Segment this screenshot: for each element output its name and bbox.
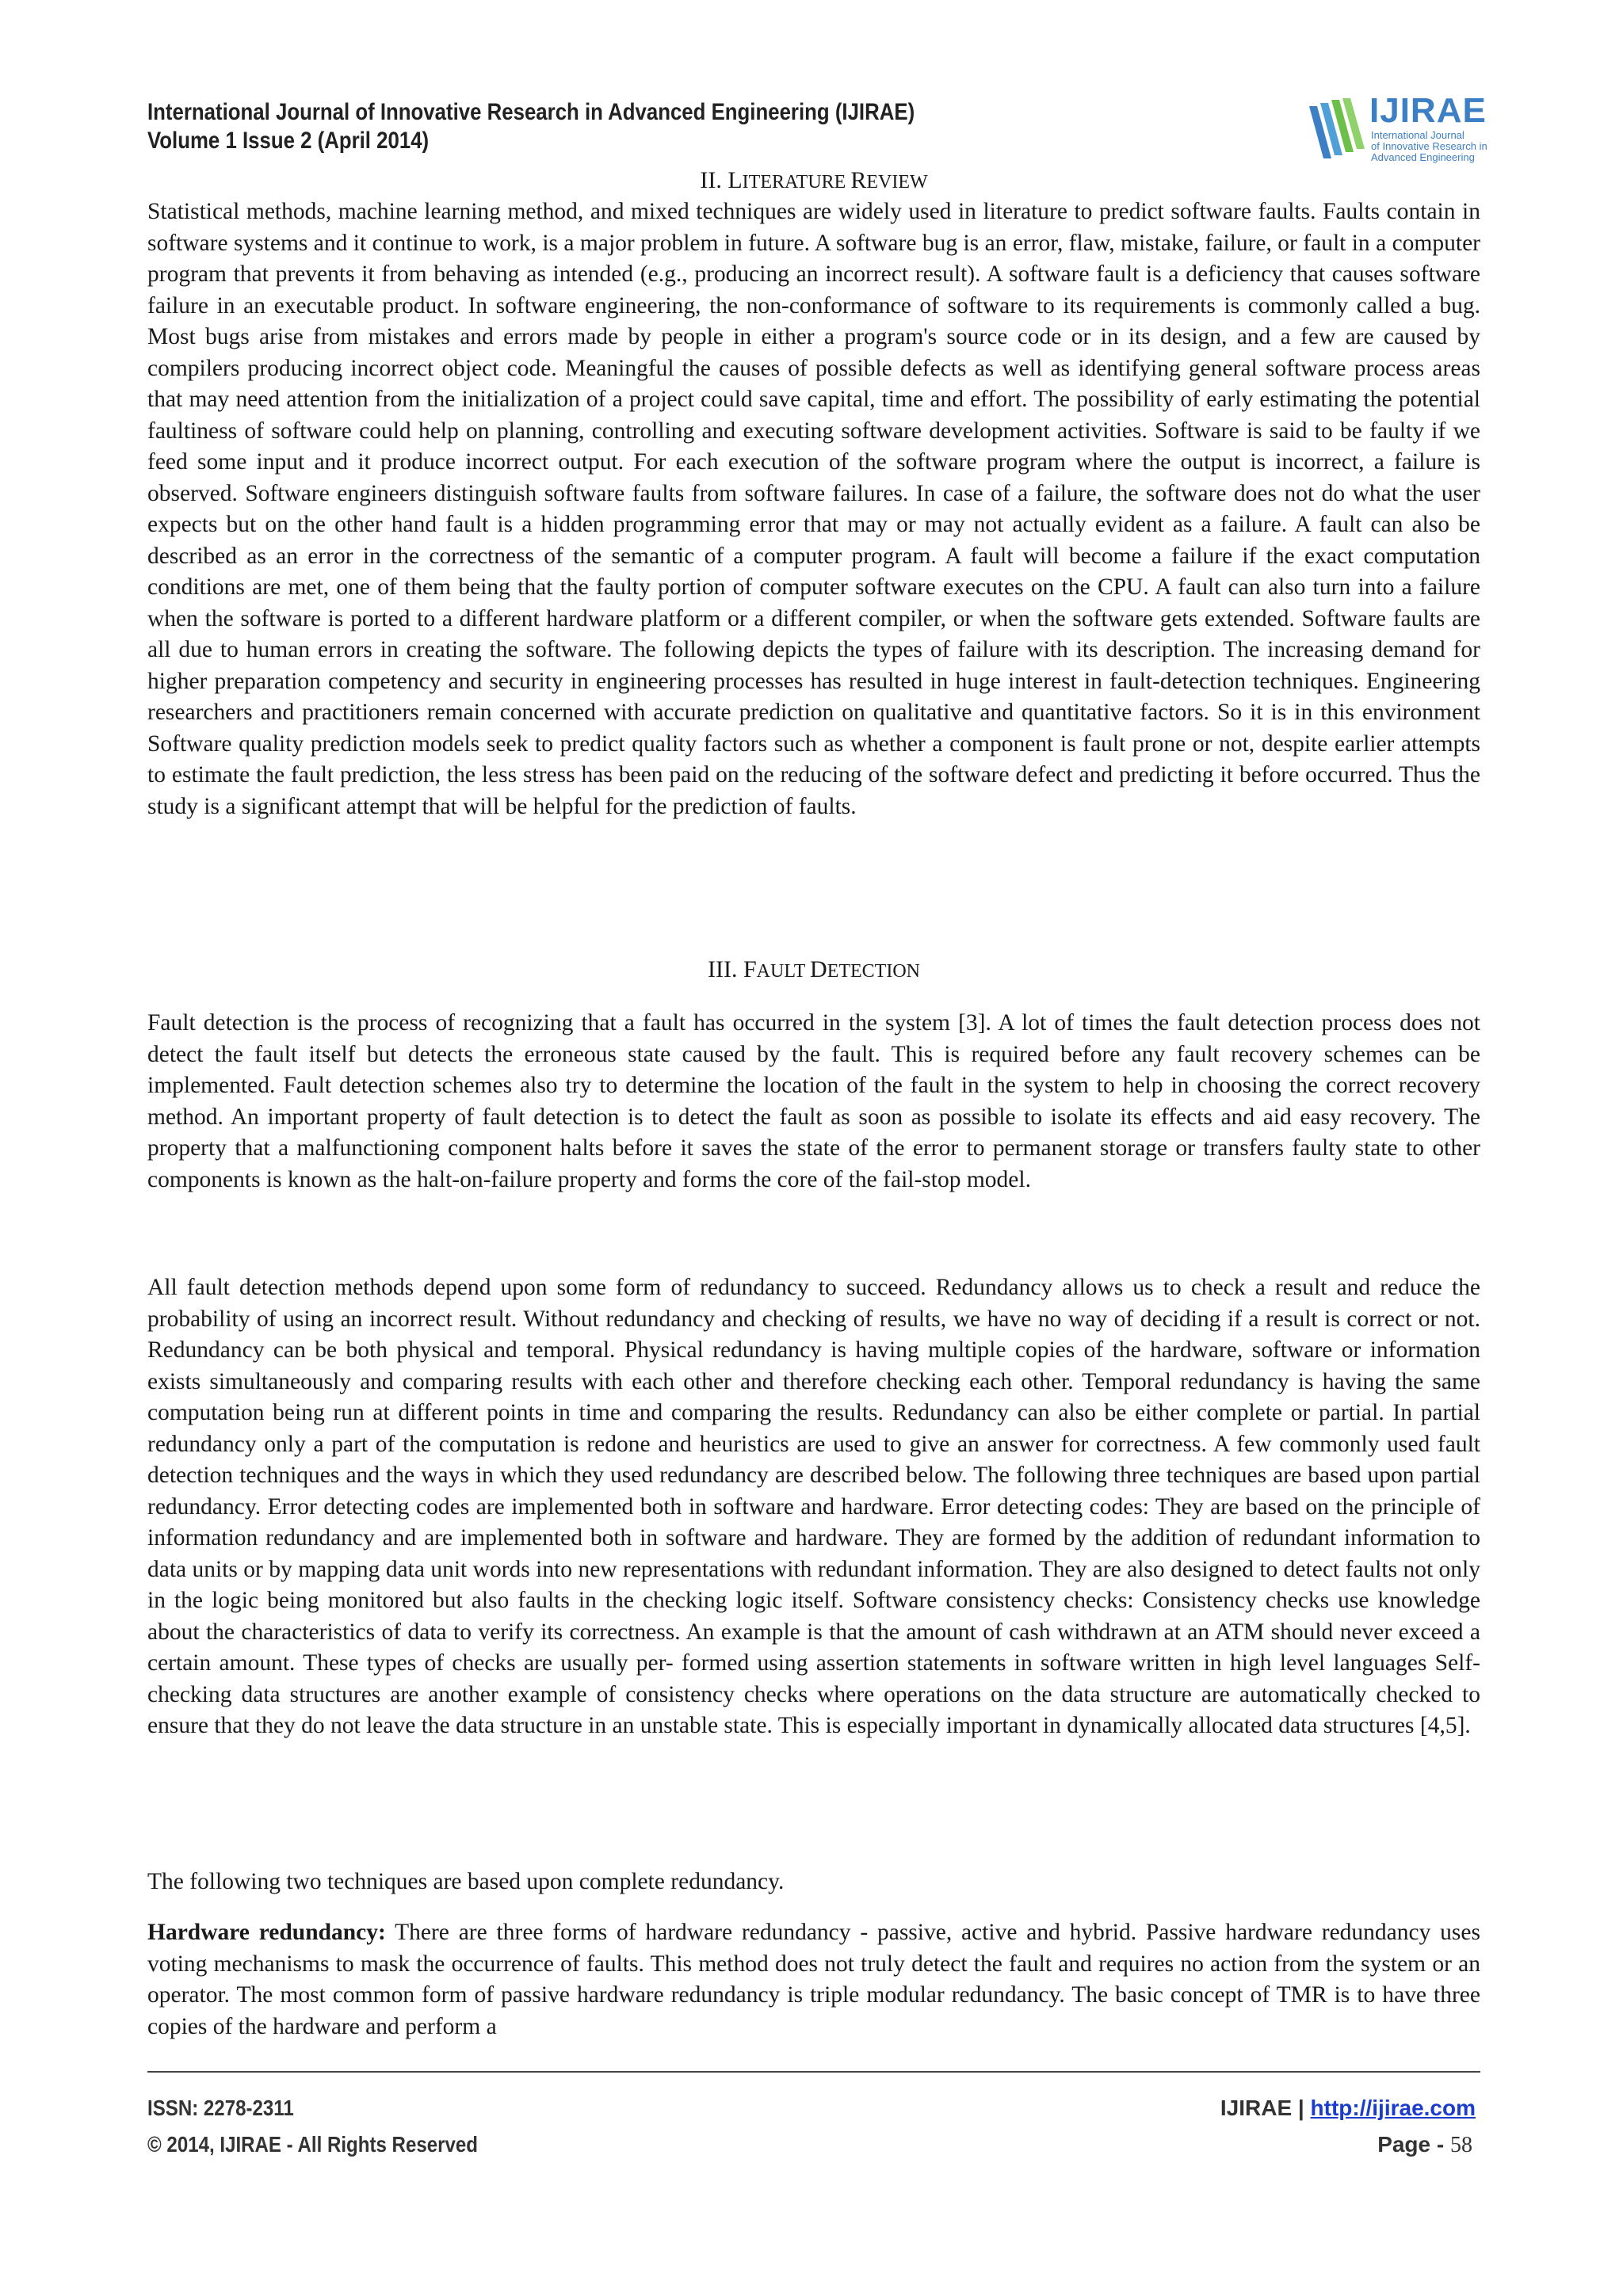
section-number: III. F bbox=[708, 956, 757, 982]
footer-issn: ISSN: 2278-2311 bbox=[147, 2096, 294, 2120]
heading-part: ETECTION bbox=[827, 961, 920, 982]
ijirae-logo bbox=[1308, 93, 1490, 165]
page-label: Page - bbox=[1377, 2132, 1450, 2157]
hardware-redundancy-paragraph bbox=[147, 1917, 1480, 2042]
fault-detection-paragraph-3: The following two techniques are based upon complete redundancy. bbox=[147, 1869, 785, 1894]
logo-wordmark: IJIRAE bbox=[1369, 91, 1487, 130]
journal-url-link[interactable]: http://ijirae.com bbox=[1310, 2096, 1476, 2120]
logo-line-1: International Journal bbox=[1371, 129, 1465, 141]
heading-part: D bbox=[810, 956, 827, 982]
literature-review-paragraph: Statistical methods, machine learning method, and mixed techniques are widely used in literature to predict software faults. Faults contain in software systems and it continue to work, is a major problem in future. A software bug is an error, flaw, mistake, failure, or fault in a computer program that prevents it from behaving as intended (e.g., producing an incorrect result). A software fault is a deficiency that causes software failure in an executable product. In software engineering, the non-conformance of software to its requirements is commonly called a bug. Most bugs arise from mistakes and errors made by people in either a program's source code or in its design, and a few are caused by compilers producing incorrect object code. Meaningful the causes of possible defects as well as identifying general software process areas that may need attention from the initialization of a project could save capital, time and effort. The possibility of early estimating the potential faultiness of software could help on planning, controlling and executing software development activities. Software is said to be faulty if we feed some input and it produce incorrect output. For each execution of the software program where the output is incorrect, a failure is observed. Software engineers distinguish software faults from software failures. In case of a failure, the software does not do what the user expects but on the other hand fault is a hidden programming error that may or may not actually evident as a failure. A fault can also be described as an error in the correctness of the semantic of a computer program. A fault will become a failure if the exact computation conditions are met, one of them being that the faulty portion of computer software executes on the CPU. A fault can also turn into a failure when the software is ported to a different hardware platform or a different compiler, or when the software gets extended. Software faults are all due to human errors in creating the software. The following depicts the types of failure with its description. The increasing demand for higher preparation competency and security in engineering processes has resulted in huge interest in fault-detection techniques. Engineering researchers and practitioners remain concerned with accurate prediction on qualitative and quantitative factors. So it is in this environment Software quality prediction models seek to predict quality factors such as whether a component is fault prone or not, despite earlier attempts to estimate the fault prediction, the less stress has been paid on the reducing of the software defect and predicting it before occurred. Thus the study is a significant attempt that will be helpful for the prediction of faults. bbox=[147, 199, 1480, 819]
logo-line-2: of Innovative Research in bbox=[1371, 140, 1487, 152]
heading-part: AULT bbox=[756, 961, 811, 982]
journal-issue: Volume 1 Issue 2 (April 2014) bbox=[147, 128, 430, 154]
journal-header bbox=[147, 98, 1178, 155]
section-number: II. L bbox=[700, 167, 743, 193]
section-heading-fault-detection bbox=[147, 955, 1480, 986]
logo-stripes-icon bbox=[1308, 97, 1369, 168]
hardware-redundancy-text: There are three forms of hardware redundancy - passive, active and hybrid. Passive hardware redundancy uses voting mechanisms to mask the occurrence of faults. This method does not truly detect the fault and requires no action from the system or an operator. The most common form of passive hardware redundancy is triple modular redundancy. The basic concept of TMR is to have three copies of the hardware and perform a bbox=[147, 1920, 1480, 2039]
footer-page bbox=[1377, 2131, 1472, 2159]
heading-part: R bbox=[850, 167, 867, 193]
footer-journal-link bbox=[1220, 2095, 1476, 2122]
page-number: 58 bbox=[1450, 2133, 1472, 2157]
logo-line-3: Advanced Engineering bbox=[1371, 151, 1475, 163]
fault-detection-paragraph-1: Fault detection is the process of recognizing that a fault has occurred in the system [3]. A lot of times the fault detection process does not detect the fault itself but detects the erroneous state caused by the fault. This is required before any fault recovery schemes can be implemented. Fault detection schemes also try to determine the location of the fault in the system to help in choosing the correct recovery method. An important property of fault detection is to detect the fault as soon as possible to isolate its effects and aid easy recovery. The property that a malfunctioning component halts before it saves the state of the error to permanent storage or transfers faulty state to other components is known as the halt-on-failure property and forms the core of the fail-stop model. bbox=[147, 1010, 1480, 1192]
footer-divider bbox=[147, 2071, 1480, 2073]
journal-title: International Journal of Innovative Research in Advanced Engineering (IJIRAE) bbox=[147, 99, 915, 125]
fault-detection-paragraph-2: All fault detection methods depend upon some form of redundancy to succeed. Redundancy allows us to check a result and reduce the probability of using an incorrect result. Without redundancy and checking of results, we have no way of deciding if a result is correct or not. Redundancy can be both physical and temporal. Physical redundancy is having multiple copies of the hardware, software or information exists simultaneously and comparing results with each other and therefore checking each other. Temporal redundancy is having the same computation being run at different points in time and comparing the results. Redundancy can also be either complete or partial. In partial redundancy only a part of the computation is redone and heuristics are used to give an answer for correctness. A few commonly used fault detection techniques and the ways in which they used redundancy are described below. The following three techniques are based upon partial redundancy. Error detecting codes are implemented both in software and hardware. Error detecting codes: They are based on the principle of information redundancy and are implemented both in software and hardware. They are formed by the addition of redundant information to data units or by mapping data unit words into new representations with redundant information. They are also designed to detect faults not only in the logic being monitored but also faults in the checking logic itself. Software consistency checks: Consistency checks use knowledge about the characteristics of data to verify its correctness. An example is that the amount of cash withdrawn at an ATM should never exceed a certain amount. These types of checks are usually per- formed using assertion statements in software written in high level languages Self-checking data structures are another example of consistency checks where operations on the data structure are automatically checked to ensure that they do not leave the data structure in an unstable state. This is especially important in dynamically allocated data structures [4,5]. bbox=[147, 1275, 1480, 1738]
footer-journal-short: IJIRAE | bbox=[1220, 2096, 1311, 2120]
heading-part: ITERATURE bbox=[742, 172, 851, 193]
footer-copyright: © 2014, IJIRAE - All Rights Reserved bbox=[147, 2132, 478, 2157]
section-heading-literature-review bbox=[147, 166, 1480, 196]
heading-part: EVIEW bbox=[866, 172, 928, 193]
hardware-redundancy-term: Hardware redundancy: bbox=[147, 1920, 386, 1945]
